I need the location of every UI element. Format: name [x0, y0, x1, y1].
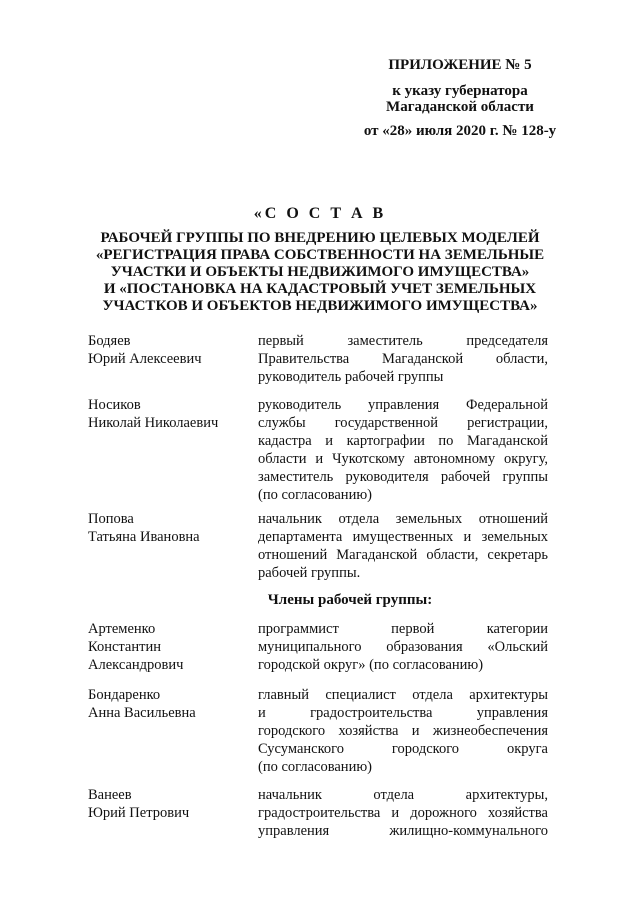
role-line: главный специалист отдела архитектуры: [258, 687, 548, 703]
member-surname: Артеменко: [88, 621, 156, 637]
role-line: городской округ» (по согласованию): [258, 657, 484, 673]
member-given-name: Анна Васильевна: [88, 705, 196, 721]
member-name: [88, 620, 248, 674]
title-line: УЧАСТКИ И ОБЪЕКТЫ НЕДВИЖИМОГО ИМУЩЕСТВА»: [110, 264, 530, 280]
member-role: [258, 332, 548, 386]
members-heading: Члены рабочей группы:: [267, 592, 433, 608]
member-name: [88, 510, 248, 546]
title-line: РАБОЧЕЙ ГРУППЫ ПО ВНЕДРЕНИЮ ЦЕЛЕВЫХ МОДЕЛЕЙ: [100, 230, 540, 246]
member-given-name: Константин: [88, 639, 161, 655]
role-line: программист первой категории: [258, 621, 548, 637]
composition-heading: «С О С Т А В: [253, 205, 387, 222]
title-line: И «ПОСТАНОВКА НА КАДАСТРОВЫЙ УЧЕТ ЗЕМЕЛЬНЫХ: [103, 281, 537, 297]
role-line: кадастра и картографии по Магаданской: [258, 433, 548, 449]
appendix-title: ПРИЛОЖЕНИЕ № 5: [388, 57, 532, 73]
role-line: и градостроительства управления: [258, 705, 548, 721]
member-role: [258, 786, 548, 840]
member-name: [88, 332, 248, 368]
role-line: градостроительства и дорожного хозяйства: [258, 805, 548, 821]
role-line: рабочей группы.: [258, 565, 361, 581]
member-role: [258, 396, 548, 504]
role-line: муниципального образования «Ольский: [258, 639, 548, 655]
document-title: [80, 230, 560, 315]
member-patronymic: Александрович: [88, 657, 184, 673]
member-role: [258, 510, 548, 582]
member-surname: Носиков: [88, 397, 141, 413]
member-name: [88, 786, 248, 822]
title-line: УЧАСТКОВ И ОБЪЕКТОВ НЕДВИЖИМОГО ИМУЩЕСТВА»: [102, 298, 538, 314]
member-name: [88, 396, 248, 432]
member-name: [88, 686, 248, 722]
role-line: Правительства Магаданской области,: [258, 351, 548, 367]
role-line: департамента имущественных и земельных: [258, 529, 548, 545]
role-line: городского хозяйства и жизнеобеспечения: [258, 723, 548, 739]
role-line: отношений Магаданской области, секретарь: [258, 547, 548, 563]
role-line: начальник отдела архитектуры,: [258, 787, 548, 803]
member-given-name: Николай Николаевич: [88, 415, 219, 431]
role-line: области и Чукотскому автономному округу,: [258, 451, 548, 467]
title-line: «РЕГИСТРАЦИЯ ПРАВА СОБСТВЕННОСТИ НА ЗЕМЕЛЬНЫЕ: [95, 247, 545, 263]
member-given-name: Юрий Петрович: [88, 805, 190, 821]
member-given-name: Татьяна Ивановна: [88, 529, 200, 545]
role-line: руководитель управления Федеральной: [258, 397, 548, 413]
member-surname: Ванеев: [88, 787, 132, 803]
role-line: службы государственной регистрации,: [258, 415, 548, 431]
member-given-name: Юрий Алексеевич: [88, 351, 202, 367]
role-line: Сусуманского городского округа: [258, 741, 548, 757]
role-line: руководитель рабочей группы: [258, 369, 444, 385]
role-line: (по согласованию): [258, 759, 372, 775]
role-line: заместитель руководителя рабочей группы: [258, 469, 548, 485]
member-surname: Попова: [88, 511, 134, 527]
member-role: [258, 686, 548, 776]
role-line: управления жилищно-коммунального: [258, 823, 548, 839]
role-line: начальник отдела земельных отношений: [258, 511, 548, 527]
appendix-date: от «28» июля 2020 г. № 128-у: [363, 123, 557, 139]
appendix-decree-line: к указу губернатора: [392, 83, 528, 99]
role-line: (по согласованию): [258, 487, 372, 503]
role-line: первый заместитель председателя: [258, 333, 548, 349]
member-role: [258, 620, 548, 674]
appendix-region-line: Магаданской области: [386, 99, 534, 115]
member-surname: Бондаренко: [88, 687, 161, 703]
member-surname: Бодяев: [88, 333, 131, 349]
